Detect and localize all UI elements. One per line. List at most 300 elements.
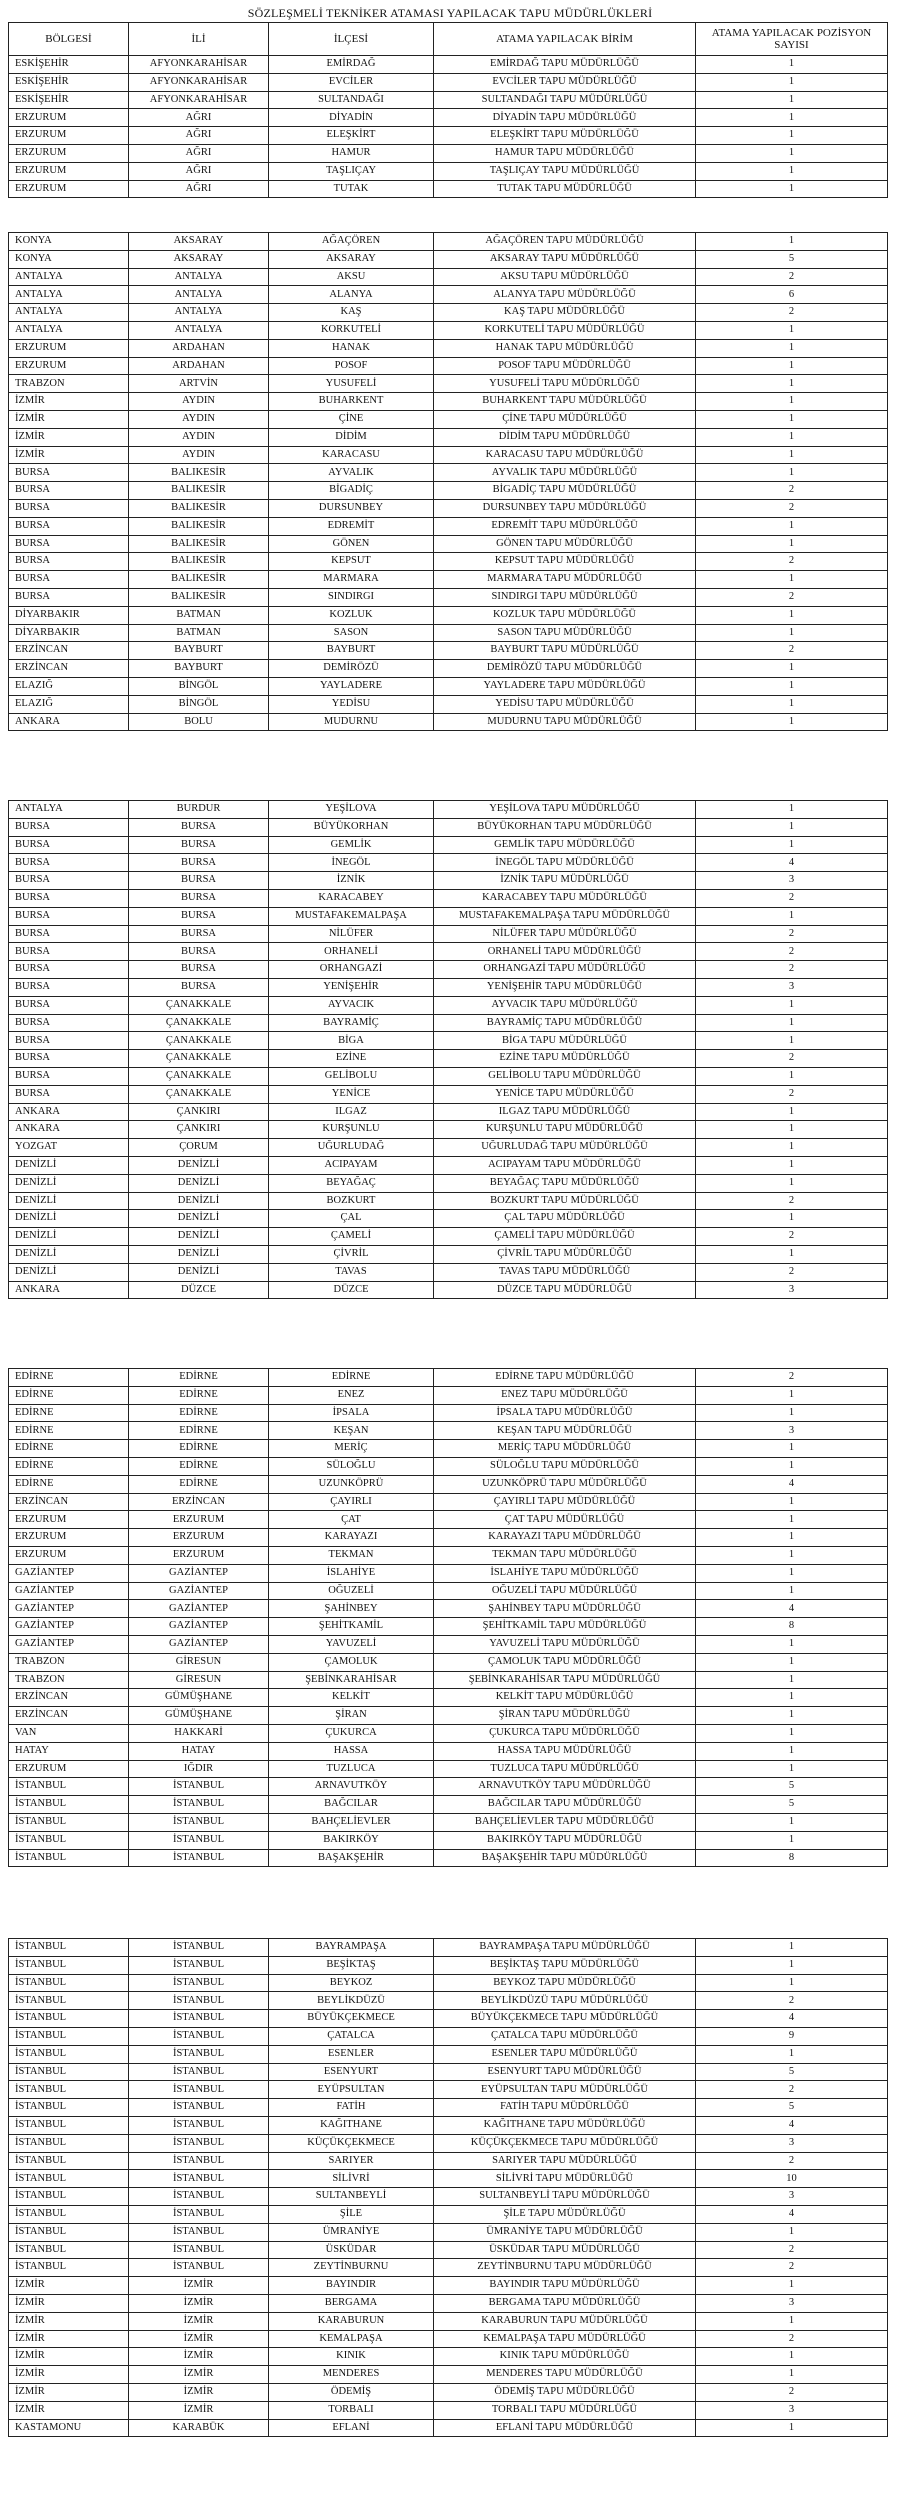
table-row xyxy=(9,1511,888,1529)
table-row xyxy=(9,2401,888,2419)
table-row xyxy=(9,1831,888,1849)
cell-bolge: GAZİANTEP xyxy=(9,1582,129,1600)
cell-bolge: BURSA xyxy=(9,1032,129,1050)
cell-sayi: 1 xyxy=(696,1831,888,1849)
cell-birim: GEMLİK TAPU MÜDÜRLÜĞÜ xyxy=(434,836,696,854)
cell-ilce: BOZKURT xyxy=(269,1192,434,1210)
cell-birim: BAKIRKÖY TAPU MÜDÜRLÜĞÜ xyxy=(434,1831,696,1849)
table-row xyxy=(9,1174,888,1192)
cell-ilce: BAĞCILAR xyxy=(269,1796,434,1814)
cell-bolge: İSTANBUL xyxy=(9,2116,129,2134)
cell-sayi: 1 xyxy=(696,1511,888,1529)
table-row xyxy=(9,2188,888,2206)
cell-ilce: EZİNE xyxy=(269,1050,434,1068)
cell-bolge: ESKİŞEHİR xyxy=(9,91,129,109)
cell-bolge: BURSA xyxy=(9,889,129,907)
cell-birim: ORHANELİ TAPU MÜDÜRLÜĞÜ xyxy=(434,943,696,961)
cell-bolge: İZMİR xyxy=(9,2383,129,2401)
cell-birim: BEŞİKTAŞ TAPU MÜDÜRLÜĞÜ xyxy=(434,1956,696,1974)
cell-bolge: BURSA xyxy=(9,1050,129,1068)
cell-ilce: İNEGÖL xyxy=(269,854,434,872)
cell-sayi: 2 xyxy=(696,2241,888,2259)
cell-bolge: İSTANBUL xyxy=(9,2223,129,2241)
cell-birim: KARACABEY TAPU MÜDÜRLÜĞÜ xyxy=(434,889,696,907)
cell-birim: YEŞİLOVA TAPU MÜDÜRLÜĞÜ xyxy=(434,801,696,819)
cell-ilce: ÇAYIRLI xyxy=(269,1493,434,1511)
table-row xyxy=(9,2152,888,2170)
table-row xyxy=(9,446,888,464)
cell-il: HATAY xyxy=(129,1742,269,1760)
cell-birim: BAYBURT TAPU MÜDÜRLÜĞÜ xyxy=(434,642,696,660)
cell-bolge: İSTANBUL xyxy=(9,1813,129,1831)
table-row xyxy=(9,1939,888,1957)
cell-bolge: İZMİR xyxy=(9,2401,129,2419)
table-row xyxy=(9,410,888,428)
table-row xyxy=(9,1228,888,1246)
table-row xyxy=(9,1440,888,1458)
cell-il: ÇANAKKALE xyxy=(129,1067,269,1085)
table-row xyxy=(9,1156,888,1174)
cell-birim: KEŞAN TAPU MÜDÜRLÜĞÜ xyxy=(434,1422,696,1440)
cell-sayi: 9 xyxy=(696,2027,888,2045)
cell-il: EDİRNE xyxy=(129,1475,269,1493)
cell-bolge: KASTAMONU xyxy=(9,2419,129,2437)
cell-bolge: KONYA xyxy=(9,250,129,268)
cell-birim: YEDİSU TAPU MÜDÜRLÜĞÜ xyxy=(434,695,696,713)
cell-il: GÜMÜŞHANE xyxy=(129,1689,269,1707)
cell-bolge: EDİRNE xyxy=(9,1440,129,1458)
cell-sayi: 1 xyxy=(696,1493,888,1511)
cell-bolge: ERZİNCAN xyxy=(9,660,129,678)
cell-bolge: BURSA xyxy=(9,1085,129,1103)
cell-sayi: 1 xyxy=(696,144,888,162)
cell-birim: TAŞLIÇAY TAPU MÜDÜRLÜĞÜ xyxy=(434,162,696,180)
cell-sayi: 1 xyxy=(696,1404,888,1422)
table-row xyxy=(9,1974,888,1992)
cell-ilce: KELKİT xyxy=(269,1689,434,1707)
cell-ilce: KARACASU xyxy=(269,446,434,464)
cell-birim: TORBALI TAPU MÜDÜRLÜĞÜ xyxy=(434,2401,696,2419)
cell-sayi: 1 xyxy=(696,1671,888,1689)
cell-birim: ŞİLE TAPU MÜDÜRLÜĞÜ xyxy=(434,2205,696,2223)
cell-ilce: KURŞUNLU xyxy=(269,1121,434,1139)
table-row xyxy=(9,1618,888,1636)
table-row xyxy=(9,2330,888,2348)
cell-il: ARDAHAN xyxy=(129,339,269,357)
table-row xyxy=(9,393,888,411)
table-row xyxy=(9,56,888,74)
table-row xyxy=(9,1956,888,1974)
cell-ilce: DİYADİN xyxy=(269,109,434,127)
cell-il: BURSA xyxy=(129,872,269,890)
cell-il: AĞRI xyxy=(129,127,269,145)
cell-ilce: KARACABEY xyxy=(269,889,434,907)
cell-il: ERZURUM xyxy=(129,1511,269,1529)
table-row xyxy=(9,695,888,713)
cell-bolge: BURSA xyxy=(9,464,129,482)
cell-ilce: AYVACIK xyxy=(269,996,434,1014)
cell-ilce: ZEYTİNBURNU xyxy=(269,2259,434,2277)
cell-birim: KÜÇÜKÇEKMECE TAPU MÜDÜRLÜĞÜ xyxy=(434,2134,696,2152)
table-block xyxy=(8,232,887,731)
cell-sayi: 2 xyxy=(696,1228,888,1246)
cell-sayi: 1 xyxy=(696,56,888,74)
cell-birim: MUDURNU TAPU MÜDÜRLÜĞÜ xyxy=(434,713,696,731)
cell-sayi: 5 xyxy=(696,1778,888,1796)
cell-ilce: MARMARA xyxy=(269,571,434,589)
cell-sayi: 1 xyxy=(696,713,888,731)
cell-birim: İNEGÖL TAPU MÜDÜRLÜĞÜ xyxy=(434,854,696,872)
cell-ilce: SULTANBEYLİ xyxy=(269,2188,434,2206)
cell-il: İZMİR xyxy=(129,2366,269,2384)
cell-bolge: İSTANBUL xyxy=(9,2241,129,2259)
cell-bolge: İZMİR xyxy=(9,2330,129,2348)
cell-sayi: 1 xyxy=(696,801,888,819)
cell-il: IĞDIR xyxy=(129,1760,269,1778)
cell-il: ÇANAKKALE xyxy=(129,996,269,1014)
table-row xyxy=(9,1067,888,1085)
cell-bolge: BURSA xyxy=(9,978,129,996)
cell-birim: EZİNE TAPU MÜDÜRLÜĞÜ xyxy=(434,1050,696,1068)
cell-birim: ORHANGAZİ TAPU MÜDÜRLÜĞÜ xyxy=(434,961,696,979)
assignment-table xyxy=(8,232,888,731)
cell-ilce: HAMUR xyxy=(269,144,434,162)
table-row xyxy=(9,1707,888,1725)
cell-ilce: KARABURUN xyxy=(269,2312,434,2330)
cell-birim: EDREMİT TAPU MÜDÜRLÜĞÜ xyxy=(434,517,696,535)
cell-ilce: SINDIRGI xyxy=(269,588,434,606)
table-row xyxy=(9,2294,888,2312)
cell-sayi: 8 xyxy=(696,1618,888,1636)
cell-birim: İZNİK TAPU MÜDÜRLÜĞÜ xyxy=(434,872,696,890)
cell-bolge: İZMİR xyxy=(9,2277,129,2295)
table-row xyxy=(9,1457,888,1475)
cell-il: İZMİR xyxy=(129,2330,269,2348)
cell-ilce: ELEŞKİRT xyxy=(269,127,434,145)
cell-bolge: ANTALYA xyxy=(9,304,129,322)
table-row xyxy=(9,2170,888,2188)
cell-birim: ŞEHİTKAMİL TAPU MÜDÜRLÜĞÜ xyxy=(434,1618,696,1636)
cell-birim: ESENYURT TAPU MÜDÜRLÜĞÜ xyxy=(434,2063,696,2081)
table-row xyxy=(9,588,888,606)
cell-ilce: DURSUNBEY xyxy=(269,499,434,517)
table-row xyxy=(9,1475,888,1493)
cell-ilce: TAŞLIÇAY xyxy=(269,162,434,180)
cell-bolge: EDİRNE xyxy=(9,1422,129,1440)
cell-birim: ELEŞKİRT TAPU MÜDÜRLÜĞÜ xyxy=(434,127,696,145)
cell-sayi: 1 xyxy=(696,1245,888,1263)
cell-ilce: BÜYÜKÇEKMECE xyxy=(269,2010,434,2028)
cell-birim: BERGAMA TAPU MÜDÜRLÜĞÜ xyxy=(434,2294,696,2312)
cell-il: BURSA xyxy=(129,818,269,836)
cell-il: ERZİNCAN xyxy=(129,1493,269,1511)
cell-sayi: 2 xyxy=(696,482,888,500)
cell-il: DÜZCE xyxy=(129,1281,269,1299)
table-row xyxy=(9,2348,888,2366)
cell-bolge: BURSA xyxy=(9,535,129,553)
cell-sayi: 1 xyxy=(696,1529,888,1547)
cell-sayi: 2 xyxy=(696,1263,888,1281)
cell-bolge: ERZURUM xyxy=(9,1760,129,1778)
cell-ilce: ORHANELİ xyxy=(269,943,434,961)
table-row xyxy=(9,872,888,890)
cell-sayi: 1 xyxy=(696,1210,888,1228)
cell-sayi: 3 xyxy=(696,2401,888,2419)
cell-sayi: 1 xyxy=(696,1724,888,1742)
table-row xyxy=(9,2205,888,2223)
cell-birim: NİLÜFER TAPU MÜDÜRLÜĞÜ xyxy=(434,925,696,943)
cell-ilce: EVCİLER xyxy=(269,73,434,91)
cell-birim: KEPSUT TAPU MÜDÜRLÜĞÜ xyxy=(434,553,696,571)
cell-sayi: 1 xyxy=(696,606,888,624)
cell-bolge: DENİZLİ xyxy=(9,1245,129,1263)
table-row xyxy=(9,2134,888,2152)
cell-ilce: BİGADİÇ xyxy=(269,482,434,500)
cell-ilce: BAYRAMİÇ xyxy=(269,1014,434,1032)
cell-il: DENİZLİ xyxy=(129,1228,269,1246)
table-row xyxy=(9,713,888,731)
cell-birim: KINIK TAPU MÜDÜRLÜĞÜ xyxy=(434,2348,696,2366)
cell-ilce: UZUNKÖPRÜ xyxy=(269,1475,434,1493)
cell-il: BALIKESİR xyxy=(129,517,269,535)
cell-bolge: İSTANBUL xyxy=(9,2134,129,2152)
cell-ilce: DÜZCE xyxy=(269,1281,434,1299)
cell-birim: İPSALA TAPU MÜDÜRLÜĞÜ xyxy=(434,1404,696,1422)
cell-bolge: ERZİNCAN xyxy=(9,1707,129,1725)
cell-sayi: 2 xyxy=(696,1192,888,1210)
cell-il: İSTANBUL xyxy=(129,2027,269,2045)
cell-sayi: 1 xyxy=(696,1546,888,1564)
cell-birim: ENEZ TAPU MÜDÜRLÜĞÜ xyxy=(434,1386,696,1404)
cell-sayi: 5 xyxy=(696,2099,888,2117)
cell-birim: ÇAMELİ TAPU MÜDÜRLÜĞÜ xyxy=(434,1228,696,1246)
cell-il: BURSA xyxy=(129,925,269,943)
cell-bolge: BURSA xyxy=(9,872,129,890)
cell-bolge: İSTANBUL xyxy=(9,1939,129,1957)
cell-ilce: ÇAMOLUK xyxy=(269,1653,434,1671)
cell-sayi: 1 xyxy=(696,2312,888,2330)
cell-sayi: 1 xyxy=(696,907,888,925)
cell-ilce: GÖNEN xyxy=(269,535,434,553)
cell-birim: HANAK TAPU MÜDÜRLÜĞÜ xyxy=(434,339,696,357)
table-row xyxy=(9,854,888,872)
table-row xyxy=(9,1671,888,1689)
cell-bolge: İSTANBUL xyxy=(9,1831,129,1849)
cell-ilce: NİLÜFER xyxy=(269,925,434,943)
cell-sayi: 2 xyxy=(696,961,888,979)
cell-ilce: KAŞ xyxy=(269,304,434,322)
cell-sayi: 1 xyxy=(696,836,888,854)
table-row xyxy=(9,1653,888,1671)
cell-bolge: TRABZON xyxy=(9,1671,129,1689)
cell-il: GAZİANTEP xyxy=(129,1618,269,1636)
cell-il: BAYBURT xyxy=(129,660,269,678)
cell-bolge: TRABZON xyxy=(9,375,129,393)
cell-sayi: 1 xyxy=(696,1956,888,1974)
cell-il: İSTANBUL xyxy=(129,2081,269,2099)
cell-ilce: EYÜPSULTAN xyxy=(269,2081,434,2099)
cell-bolge: ANKARA xyxy=(9,1121,129,1139)
cell-il: İSTANBUL xyxy=(129,1974,269,1992)
cell-il: İSTANBUL xyxy=(129,2259,269,2277)
cell-ilce: ŞEHİTKAMİL xyxy=(269,1618,434,1636)
cell-sayi: 1 xyxy=(696,1653,888,1671)
cell-birim: SASON TAPU MÜDÜRLÜĞÜ xyxy=(434,624,696,642)
cell-birim: BAĞCILAR TAPU MÜDÜRLÜĞÜ xyxy=(434,1796,696,1814)
cell-ilce: ÇAMELİ xyxy=(269,1228,434,1246)
cell-bolge: ERZİNCAN xyxy=(9,1493,129,1511)
cell-ilce: HANAK xyxy=(269,339,434,357)
cell-ilce: YEŞİLOVA xyxy=(269,801,434,819)
cell-sayi: 1 xyxy=(696,1974,888,1992)
cell-bolge: ESKİŞEHİR xyxy=(9,73,129,91)
cell-ilce: BİGA xyxy=(269,1032,434,1050)
table-row xyxy=(9,464,888,482)
table-row xyxy=(9,321,888,339)
table-row xyxy=(9,162,888,180)
cell-birim: ZEYTİNBURNU TAPU MÜDÜRLÜĞÜ xyxy=(434,2259,696,2277)
cell-birim: MUSTAFAKEMALPAŞA TAPU MÜDÜRLÜĞÜ xyxy=(434,907,696,925)
cell-sayi: 3 xyxy=(696,2294,888,2312)
cell-birim: İSLAHİYE TAPU MÜDÜRLÜĞÜ xyxy=(434,1564,696,1582)
cell-bolge: ERZİNCAN xyxy=(9,1689,129,1707)
cell-bolge: BURSA xyxy=(9,907,129,925)
cell-il: GAZİANTEP xyxy=(129,1582,269,1600)
cell-il: İSTANBUL xyxy=(129,2063,269,2081)
cell-sayi: 2 xyxy=(696,943,888,961)
cell-il: AFYONKARAHİSAR xyxy=(129,91,269,109)
cell-bolge: ANKARA xyxy=(9,713,129,731)
cell-birim: BAYINDIR TAPU MÜDÜRLÜĞÜ xyxy=(434,2277,696,2295)
cell-ilce: MUDURNU xyxy=(269,713,434,731)
cell-sayi: 4 xyxy=(696,854,888,872)
table-row xyxy=(9,2045,888,2063)
table-row xyxy=(9,1849,888,1867)
cell-birim: ÜMRANİYE TAPU MÜDÜRLÜĞÜ xyxy=(434,2223,696,2241)
cell-sayi: 1 xyxy=(696,2045,888,2063)
cell-ilce: BEŞİKTAŞ xyxy=(269,1956,434,1974)
table-row xyxy=(9,482,888,500)
cell-il: DENİZLİ xyxy=(129,1192,269,1210)
cell-bolge: DENİZLİ xyxy=(9,1263,129,1281)
cell-il: BALIKESİR xyxy=(129,499,269,517)
table-row xyxy=(9,91,888,109)
cell-il: AKSARAY xyxy=(129,250,269,268)
cell-ilce: BAYINDIR xyxy=(269,2277,434,2295)
cell-ilce: İPSALA xyxy=(269,1404,434,1422)
cell-sayi: 1 xyxy=(696,695,888,713)
cell-bolge: İSTANBUL xyxy=(9,2027,129,2045)
table-row xyxy=(9,357,888,375)
cell-birim: MERİÇ TAPU MÜDÜRLÜĞÜ xyxy=(434,1440,696,1458)
cell-bolge: ERZURUM xyxy=(9,109,129,127)
cell-il: İSTANBUL xyxy=(129,2170,269,2188)
cell-il: BAYBURT xyxy=(129,642,269,660)
cell-birim: ACIPAYAM TAPU MÜDÜRLÜĞÜ xyxy=(434,1156,696,1174)
table-row xyxy=(9,1635,888,1653)
cell-il: AĞRI xyxy=(129,144,269,162)
cell-birim: ESENLER TAPU MÜDÜRLÜĞÜ xyxy=(434,2045,696,2063)
cell-ilce: BEYAĞAÇ xyxy=(269,1174,434,1192)
cell-ilce: SÜLOĞLU xyxy=(269,1457,434,1475)
column-header-ilce: İLÇESİ xyxy=(269,23,434,56)
cell-birim: TAVAS TAPU MÜDÜRLÜĞÜ xyxy=(434,1263,696,1281)
assignment-table xyxy=(8,800,888,1299)
cell-ilce: KORKUTELİ xyxy=(269,321,434,339)
cell-sayi: 1 xyxy=(696,233,888,251)
cell-ilce: ÇAL xyxy=(269,1210,434,1228)
cell-birim: BÜYÜKÇEKMECE TAPU MÜDÜRLÜĞÜ xyxy=(434,2010,696,2028)
cell-bolge: EDİRNE xyxy=(9,1475,129,1493)
cell-sayi: 2 xyxy=(696,2081,888,2099)
cell-bolge: DENİZLİ xyxy=(9,1228,129,1246)
cell-sayi: 1 xyxy=(696,339,888,357)
cell-bolge: İSTANBUL xyxy=(9,2205,129,2223)
cell-il: GÜMÜŞHANE xyxy=(129,1707,269,1725)
cell-birim: KAŞ TAPU MÜDÜRLÜĞÜ xyxy=(434,304,696,322)
cell-bolge: İSTANBUL xyxy=(9,2152,129,2170)
cell-ilce: FATİH xyxy=(269,2099,434,2117)
table-row xyxy=(9,1369,888,1387)
table-row xyxy=(9,2116,888,2134)
cell-bolge: DİYARBAKIR xyxy=(9,606,129,624)
cell-il: BALIKESİR xyxy=(129,535,269,553)
cell-ilce: KARAYAZI xyxy=(269,1529,434,1547)
cell-il: BATMAN xyxy=(129,606,269,624)
cell-bolge: ANKARA xyxy=(9,1103,129,1121)
cell-il: BALIKESİR xyxy=(129,588,269,606)
cell-bolge: VAN xyxy=(9,1724,129,1742)
cell-birim: TUZLUCA TAPU MÜDÜRLÜĞÜ xyxy=(434,1760,696,1778)
cell-il: AĞRI xyxy=(129,180,269,198)
cell-bolge: BURSA xyxy=(9,588,129,606)
cell-ilce: ORHANGAZİ xyxy=(269,961,434,979)
cell-sayi: 1 xyxy=(696,535,888,553)
table-row xyxy=(9,73,888,91)
cell-birim: ÇİVRİL TAPU MÜDÜRLÜĞÜ xyxy=(434,1245,696,1263)
cell-il: İSTANBUL xyxy=(129,2010,269,2028)
cell-il: İSTANBUL xyxy=(129,2205,269,2223)
table-row xyxy=(9,1014,888,1032)
cell-sayi: 2 xyxy=(696,2259,888,2277)
cell-il: İSTANBUL xyxy=(129,2134,269,2152)
cell-sayi: 1 xyxy=(696,2366,888,2384)
cell-bolge: EDİRNE xyxy=(9,1457,129,1475)
table-row xyxy=(9,1281,888,1299)
cell-bolge: ANTALYA xyxy=(9,286,129,304)
cell-il: İSTANBUL xyxy=(129,2188,269,2206)
cell-birim: ÇAMOLUK TAPU MÜDÜRLÜĞÜ xyxy=(434,1653,696,1671)
table-row xyxy=(9,660,888,678)
cell-sayi: 2 xyxy=(696,2330,888,2348)
cell-birim: ÇATALCA TAPU MÜDÜRLÜĞÜ xyxy=(434,2027,696,2045)
cell-sayi: 2 xyxy=(696,1369,888,1387)
cell-birim: HAMUR TAPU MÜDÜRLÜĞÜ xyxy=(434,144,696,162)
cell-sayi: 2 xyxy=(696,499,888,517)
cell-birim: AKSARAY TAPU MÜDÜRLÜĞÜ xyxy=(434,250,696,268)
cell-sayi: 1 xyxy=(696,127,888,145)
cell-ilce: MUSTAFAKEMALPAŞA xyxy=(269,907,434,925)
cell-il: ANTALYA xyxy=(129,321,269,339)
table-row xyxy=(9,2027,888,2045)
cell-birim: BAYRAMPAŞA TAPU MÜDÜRLÜĞÜ xyxy=(434,1939,696,1957)
cell-sayi: 2 xyxy=(696,889,888,907)
cell-sayi: 1 xyxy=(696,517,888,535)
cell-sayi: 6 xyxy=(696,286,888,304)
cell-birim: KELKİT TAPU MÜDÜRLÜĞÜ xyxy=(434,1689,696,1707)
cell-sayi: 1 xyxy=(696,2419,888,2437)
cell-il: ERZURUM xyxy=(129,1529,269,1547)
